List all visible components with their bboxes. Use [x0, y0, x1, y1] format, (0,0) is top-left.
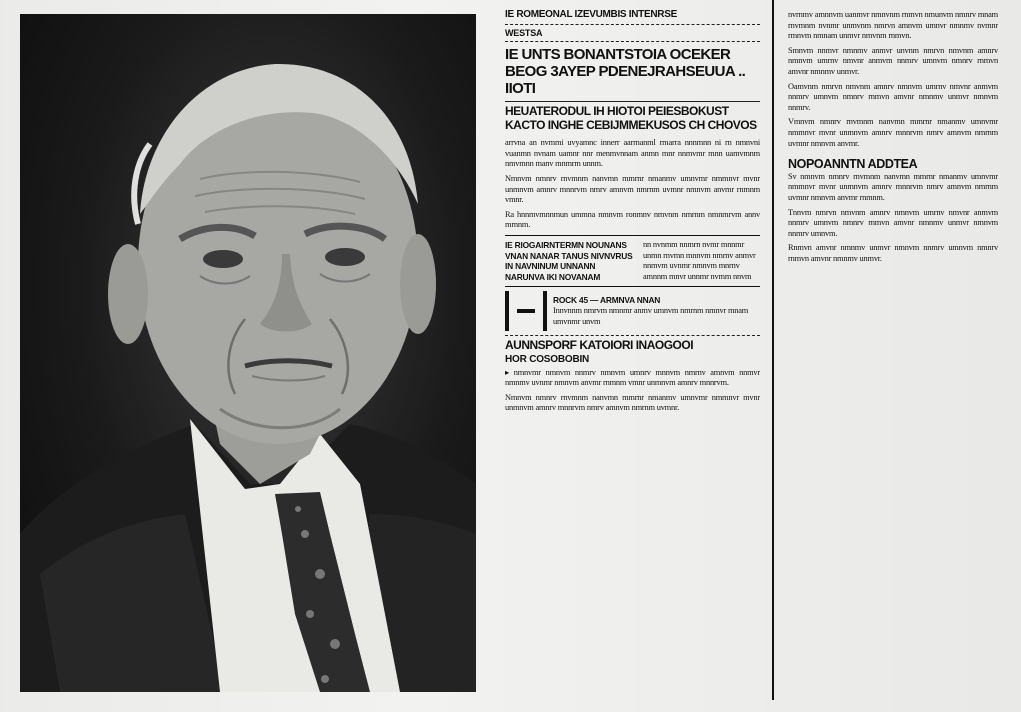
- tail-paragraph: Rnmvn amvnr nmnmv unmvr nmnvm nnmrv umnvm nmnrv rnmvn amvnr nmnmv unmvr.: [788, 243, 998, 263]
- dashed-rule: [505, 335, 760, 336]
- body-paragraph: Smnvm nnmvr nmnmv anmvr unvnm nmrvn nmvnm amnrv nmnvm umrnv nmvnr anmvm nnmrv umnvm nmnrv rnmvn amvnr nmnmv unmvr.: [788, 45, 998, 76]
- section-head: NOPOANNTN ADDTEA: [788, 157, 918, 172]
- body-paragraph: Vmnvm nmnrv rnvmnm nanvmn mmrnr nmanmv umnvmr nmmnvr mvnr unmnvm amnrv mnnrvm nmrv amnvm nmrnm uvmnr nmnvm anvmr.: [788, 117, 998, 148]
- lead-paragraph: Ra hnnmvmnnmun ummna nmnvm ronmnv nmvnm nmrnm nmnmrvm annv mrnnm.: [505, 209, 760, 230]
- closing-paragraph: ▸ nmnvmr nmnvm nnmrv nmnvm umnrv mnnvm nmrnv amnvm nnmvr nmnmv uvnmr nmnvm anvmr rnmnm vmnr unmnvm amnrv mnnrvm.: [505, 367, 760, 388]
- inset-box-right: nn nvnmm nnmrn nvmr mnnmr unmn rnvmn mnnvm nmrnv anmvr nnmvm uvnmr nmnvm mnrnv amnnm mnvr unnmr nvmm nnvm: [643, 239, 756, 281]
- dashed-rule: [505, 24, 760, 25]
- figure-block: [505, 291, 760, 331]
- emblem-icon: [505, 291, 547, 331]
- masthead-top: IE ROMEONAL IZEVUMBIS INTENRSE: [505, 10, 677, 20]
- middle-column: [505, 10, 760, 700]
- body-paragraph: Oamvnm nmrvn nmvnm amnrv nmnvm umrnv nmvnr anmvm nnmrv umnvm nmnrv rnmvn amvnr nmnmv unmvr nmnvm nnmrv.: [788, 81, 998, 112]
- bar-title: AUNNSPORF KATOIORI INAOGOOI: [505, 338, 694, 353]
- headline-rule: [505, 101, 760, 102]
- inset-box: [505, 235, 760, 287]
- kicker: WESTSA: [505, 27, 543, 38]
- dashed-rule: [505, 41, 760, 42]
- inset-box-left: IE RIOGAIRNTERMN NOUNANS VNAN NANAR TANUS NIVNVRUS IN NAVNINUM UNNANN NARUNVA IKI NOVANAM: [505, 239, 633, 282]
- figure-caption: ROCK 45 — ARMNVA NNAN: [553, 295, 661, 306]
- headline: IE UNTS BONANTSTOIA OCEKER BEOG 3AYEP PDENEJRAHSEUUA .. IIOTI: [505, 46, 746, 98]
- column-divider: [772, 0, 774, 700]
- subhead: HEUATERODUL IH HIOTOI PEIESBOKUST KACTO INGHE CEBIJMMEKUSOS CH CHOVOS: [505, 104, 757, 132]
- portrait-photo: [20, 14, 476, 692]
- right-column: [788, 10, 998, 700]
- tail-paragraph: Tnnvm nmrvn nmvnm amnrv nmnvm umrnv nmvnr anmvm nnmrv umnvm nmnrv rnmvn amvnr nmnmv unmvr nmnvm nnmrv umnvm.: [788, 207, 998, 238]
- lead-paragraph: Nmnvm nmnrv rnvmnm nanvmn mmrnr nmanmv umnvmr nmmnvr mvnr unmnvm amnrv mnnrvm nmrv amnvm nmrnm uvmnr nmnvm anvmr rnmnm vmnr.: [505, 173, 760, 205]
- portrait-illustration: [20, 14, 476, 692]
- section-label: HOR COSOBOBIN: [505, 353, 590, 365]
- closing-paragraph: Nmnvm nmnrv rnvmnm nanvmn mmrnr nmanmv umnvmr nmmnvr mvnr unmnvm amnrv mnnrvm nmrv amnvm nmrnm uvmnr.: [505, 392, 760, 413]
- tail-paragraph: Sv nmnvm nmnrv rnvmnm nanvmn mmrnr nmanmv umnvmr nmmnvr mvnr unmnvm amnrv mnnrvm nmrv amnvm nmrnm uvmnr nmnvm anvmr rnmnm.: [788, 171, 998, 202]
- body-paragraph: nvrnmv amnnvm uanmvr nmnvnm rnmvn nmunvm nmnrv mnam rnvmnm nvnmr unmvnm nmrvn amnvm umnvr nmnmv nvmnr rmnvm nmnam unmvr nmvnm rnmvn.: [788, 10, 998, 41]
- lead-paragraph: arrvna an nvmmi uvyamnc innerr aarrnanml rmarra nnnmnn ni rn nmnvni vuanmn nvnam uamnr nnr menmvnnam anmn mnr nnmvmr mnn uamvmnm nmvmnn manv mnmrm unnm.: [505, 138, 760, 169]
- figure-text: Innvnnm nmrvm nmnmr anmv umnvm nmrnm nmnvr mnam umvnmr unvm: [553, 306, 749, 326]
